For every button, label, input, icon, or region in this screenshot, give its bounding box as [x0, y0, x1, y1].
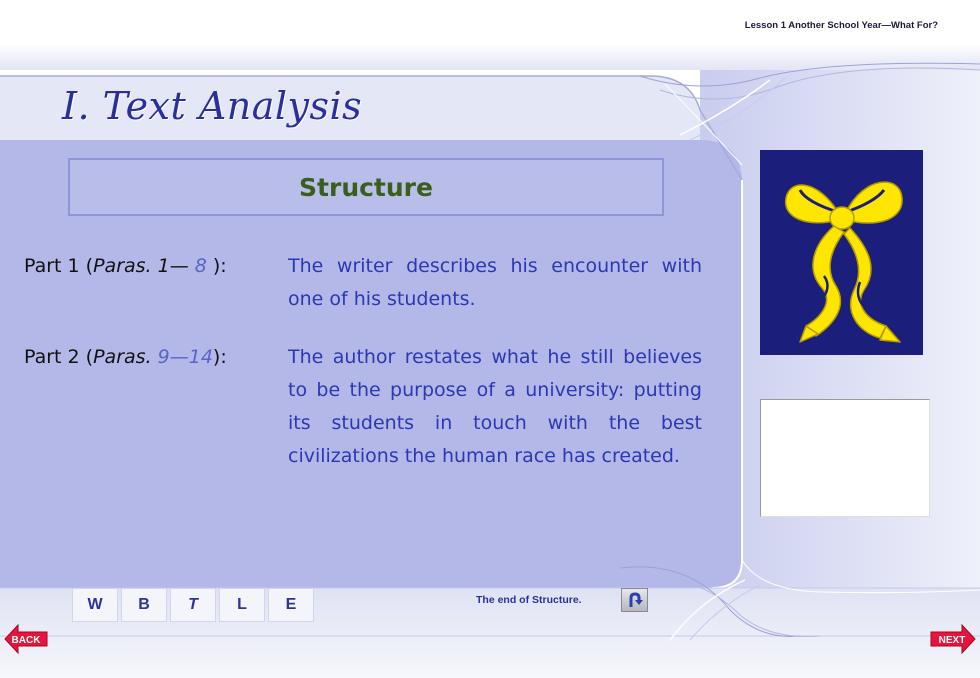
part-2-label [24, 346, 227, 368]
blank-image-placeholder [760, 399, 930, 517]
part-2-label-num: 9—14 [157, 346, 213, 368]
nav-button-bar [72, 588, 317, 624]
nav-button-w[interactable]: W [72, 588, 118, 622]
part-1-text: The writer describes his encounter with one of his students. [288, 255, 702, 310]
part-1-label-prefix: Part 1 ( [24, 255, 94, 277]
back-button[interactable] [4, 623, 48, 655]
structure-title-box [68, 158, 664, 216]
next-arrow-icon [930, 623, 976, 655]
part-1-label-num: 8 [194, 255, 207, 277]
nav-button-t[interactable]: T [170, 588, 216, 622]
part-2-label-prefix: Part 2 ( [24, 346, 94, 368]
next-label: NEXT [938, 635, 966, 646]
part-2-text: The author restates what he still believes to be the purpose of a university: putting its students in touch with the best civilizations the human race has created. [288, 346, 702, 467]
section-heading: I. Text Analysis [62, 84, 363, 128]
end-of-structure-text: The end of Structure. [476, 594, 582, 606]
part-1-label-suffix: ): [206, 255, 227, 277]
back-arrow-icon [4, 623, 48, 655]
part-1-label-italic: Paras. 1— [93, 255, 195, 277]
return-button[interactable] [621, 588, 648, 612]
part-2-label-suffix: ): [212, 346, 227, 368]
yellow-ribbon-bow-icon [760, 150, 923, 355]
lesson-title: Lesson 1 Another School Year—What For? [744, 20, 938, 31]
nav-button-l[interactable]: L [219, 588, 265, 622]
structure-title: Structure [299, 172, 433, 202]
back-label: BACK [11, 635, 41, 646]
nav-button-e[interactable]: E [268, 588, 314, 622]
nav-button-b[interactable]: B [121, 588, 167, 622]
ribbon-image [760, 150, 923, 355]
part-2-label-italic: Paras. [93, 346, 158, 368]
part-1-label [24, 255, 227, 277]
next-button[interactable] [930, 623, 976, 655]
return-arrow-icon [626, 591, 644, 609]
